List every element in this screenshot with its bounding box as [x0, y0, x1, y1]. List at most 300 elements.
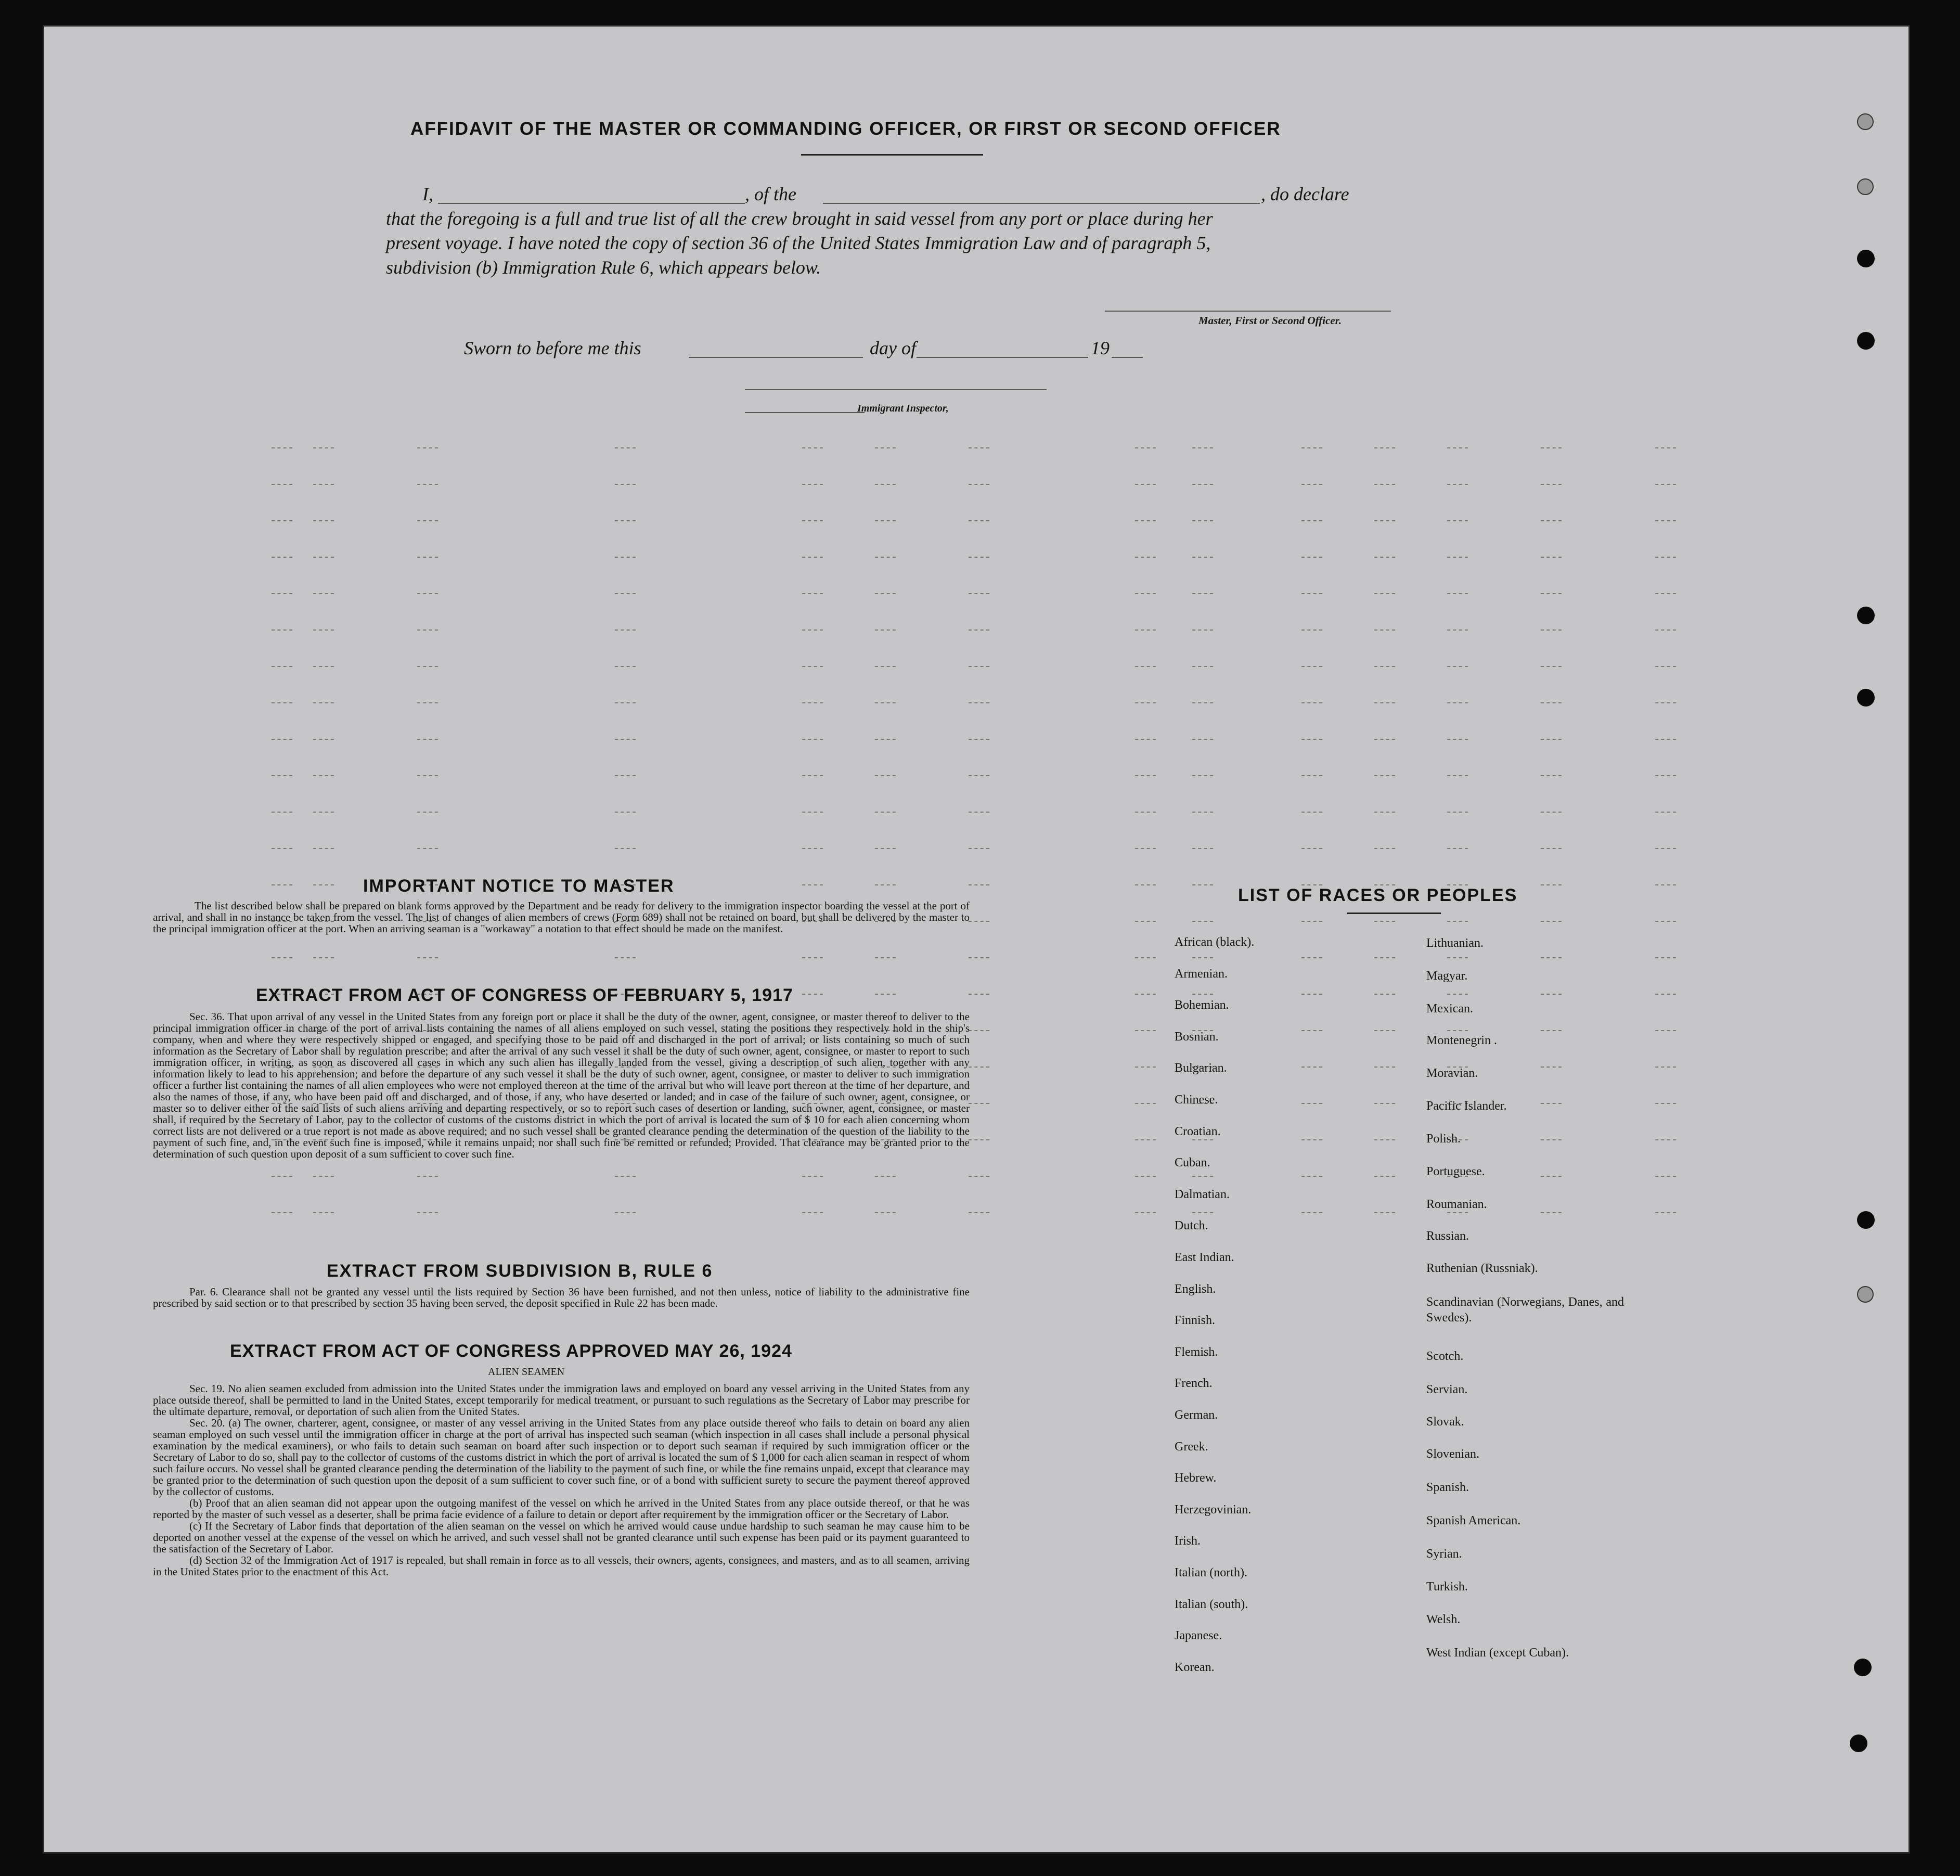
sworn-row	[464, 336, 1244, 362]
dash-mark	[417, 1176, 438, 1177]
dash-mark	[313, 884, 334, 885]
dash-mark	[1301, 666, 1322, 667]
dash-mark	[1541, 593, 1562, 594]
notice-title: IMPORTANT NOTICE TO MASTER	[363, 876, 675, 896]
dash-mark	[1655, 1139, 1676, 1140]
dash-mark	[1135, 1067, 1156, 1068]
dash-mark	[875, 812, 896, 813]
dash-mark	[875, 884, 896, 885]
dash-mark	[272, 520, 292, 521]
dash-mark	[272, 775, 292, 776]
dashed-row	[43, 593, 1499, 598]
year-field[interactable]	[1112, 357, 1143, 358]
race-item: Japanese.	[1175, 1629, 1222, 1643]
extract-1917-title: EXTRACT FROM ACT OF CONGRESS OF FEBRUARY 5, 1917	[256, 985, 793, 1005]
dashed-row	[43, 1176, 1499, 1181]
dash-mark	[615, 666, 636, 667]
dash-mark	[875, 666, 896, 667]
dash-mark	[417, 593, 438, 594]
dash-mark	[1374, 593, 1395, 594]
dash-mark	[1447, 739, 1468, 740]
dash-mark	[313, 1176, 334, 1177]
sec-20a-text: Sec. 20. (a) The owner, charterer, agent, consignee, or master of any vessel arriving in the United States from any place outside thereof who fails to detain on board any alien seaman employed on such vessel until the immigration officer in charge at the port of arrival has inspected such seaman (which inspection in all cases shall include a personal physical examination by the medical examiners), or who fails to detain such seaman on board after such inspection or to deport such seaman if required by such immigration officer or the Secretary of Labor to do so, shall pay to the collector of customs of the customs district in which the port of arrival is located the sum of $ 1,000 for each alien seaman in respect of whom such failure occurs. No vessel shall be granted clearance pending the determination of the liability to the payment of such fine, or while the fine remains unpaid, except that clearance may be granted prior to the determination of such question upon the deposit of a sum sufficient to cover such fine, or of a bond with sufficient surety to secure the payment thereof approved by the collector of customs.	[153, 1417, 970, 1498]
dash-mark	[417, 666, 438, 667]
race-item: German.	[1175, 1408, 1218, 1422]
dash-mark	[1301, 1139, 1322, 1140]
dash-mark	[1301, 520, 1322, 521]
dash-mark	[417, 1212, 438, 1213]
dash-mark	[875, 447, 896, 448]
dash-mark	[1374, 447, 1395, 448]
dash-mark	[969, 921, 989, 922]
dash-mark	[1135, 1139, 1156, 1140]
dash-mark	[969, 848, 989, 849]
dash-mark	[1655, 484, 1676, 485]
dash-mark	[969, 1030, 989, 1031]
affidavit-body	[386, 182, 1390, 280]
dash-mark	[1655, 1103, 1676, 1104]
dashed-row	[43, 629, 1499, 635]
dash-mark	[615, 702, 636, 703]
dash-mark	[417, 739, 438, 740]
dash-mark	[969, 884, 989, 885]
dash-mark	[1655, 666, 1676, 667]
dash-mark	[417, 520, 438, 521]
name-field[interactable]	[438, 203, 745, 204]
dash-mark	[802, 1212, 823, 1213]
binder-hole	[1857, 250, 1875, 267]
dash-mark	[1541, 994, 1562, 995]
dash-mark	[1135, 702, 1156, 703]
dash-mark	[875, 484, 896, 485]
dash-mark	[1192, 848, 1213, 849]
dash-mark	[969, 629, 989, 631]
dash-mark	[1541, 1030, 1562, 1031]
dash-mark	[1192, 629, 1213, 631]
dash-mark	[802, 520, 823, 521]
dash-mark	[272, 1212, 292, 1213]
dash-mark	[615, 957, 636, 958]
dash-mark	[1541, 884, 1562, 885]
dash-mark	[875, 957, 896, 958]
dash-mark	[1135, 557, 1156, 558]
race-item: Armenian.	[1175, 967, 1228, 981]
dash-mark	[1655, 702, 1676, 703]
dash-mark	[1374, 484, 1395, 485]
extract-1924-body	[153, 1383, 970, 1577]
dash-mark	[1374, 812, 1395, 813]
dash-mark	[802, 557, 823, 558]
race-item: Italian (north).	[1175, 1566, 1247, 1579]
dash-mark	[1655, 884, 1676, 885]
dash-mark	[1541, 629, 1562, 631]
race-item: Bosnian.	[1175, 1030, 1219, 1044]
race-item: Syrian.	[1426, 1547, 1462, 1561]
title-underline	[801, 154, 983, 156]
sec-19-text: Sec. 19. No alien seamen excluded from admission into the United States under the immigration laws and employed on board any vessel arriving in the United States from any place outside thereof, shall be permitted to land in the United States, except temporarily for medical treatment, or pursuant to such regulations as the Secretary of Labor may prescribe for the ultimate departure, removal, or deportation of such alien from the United States.	[153, 1382, 970, 1418]
race-item: Ruthenian (Russniak).	[1426, 1262, 1538, 1275]
dash-mark	[1447, 520, 1468, 521]
dash-mark	[313, 484, 334, 485]
race-item: Turkish.	[1426, 1580, 1468, 1594]
dash-mark	[1135, 1176, 1156, 1177]
dash-mark	[1655, 848, 1676, 849]
dash-mark	[1301, 1103, 1322, 1104]
dash-mark	[1192, 1139, 1213, 1140]
dash-mark	[1301, 629, 1322, 631]
race-item: Greek.	[1175, 1440, 1208, 1454]
race-item: Servian.	[1426, 1383, 1468, 1396]
dash-mark	[1135, 994, 1156, 995]
dash-mark	[1541, 957, 1562, 958]
dash-mark	[1135, 593, 1156, 594]
dash-mark	[272, 1176, 292, 1177]
dash-mark	[1655, 957, 1676, 958]
dash-mark	[802, 593, 823, 594]
dash-mark	[1135, 666, 1156, 667]
dash-mark	[1135, 957, 1156, 958]
binder-hole	[1854, 1659, 1872, 1676]
dash-mark	[1447, 557, 1468, 558]
dash-mark	[1374, 702, 1395, 703]
race-item: French.	[1175, 1377, 1213, 1391]
race-item: Italian (south).	[1175, 1597, 1248, 1611]
dash-mark	[272, 812, 292, 813]
binder-hole	[1857, 1286, 1874, 1303]
dash-mark	[313, 812, 334, 813]
dash-mark	[1374, 1103, 1395, 1104]
inspector-signature-line-1[interactable]	[745, 389, 1047, 390]
race-item: Slovenian.	[1426, 1447, 1479, 1461]
dash-mark	[313, 739, 334, 740]
dash-mark	[1447, 812, 1468, 813]
dash-mark	[875, 593, 896, 594]
dashed-row	[43, 812, 1499, 817]
dash-mark	[615, 447, 636, 448]
race-item: Bohemian.	[1175, 998, 1229, 1012]
dash-mark	[1541, 557, 1562, 558]
dash-mark	[1447, 775, 1468, 776]
races-title: LIST OF RACES OR PEOPLES	[1238, 885, 1518, 905]
dash-mark	[802, 447, 823, 448]
dash-mark	[1541, 666, 1562, 667]
dash-mark	[1192, 957, 1213, 958]
dash-mark	[969, 1139, 989, 1140]
dash-mark	[272, 593, 292, 594]
dash-mark	[1135, 1212, 1156, 1213]
dash-mark	[1541, 702, 1562, 703]
race-item: Mexican.	[1426, 1002, 1473, 1016]
dash-mark	[1374, 921, 1395, 922]
dashed-row	[43, 775, 1499, 780]
dash-mark	[417, 848, 438, 849]
dash-mark	[1447, 702, 1468, 703]
binder-hole	[1857, 1211, 1875, 1229]
dash-mark	[969, 484, 989, 485]
dash-mark	[1655, 994, 1676, 995]
master-signature-line[interactable]	[1105, 311, 1391, 312]
dash-mark	[1135, 884, 1156, 885]
dash-mark	[969, 666, 989, 667]
dash-mark	[313, 848, 334, 849]
sec-20d-text: (d) Section 32 of the Immigration Act of 1917 is repealed, but shall remain in force as to all vessels, their owners, agents, consignees, and masters, and as to all seamen, arriving in the United States prior to the enactment of this Act.	[153, 1554, 970, 1578]
dash-mark	[969, 775, 989, 776]
dash-mark	[1301, 1067, 1322, 1068]
race-item: Dutch.	[1175, 1219, 1208, 1233]
dash-mark	[1541, 1176, 1562, 1177]
dash-mark	[1541, 1067, 1562, 1068]
race-item: Chinese.	[1175, 1093, 1218, 1107]
dash-mark	[1135, 447, 1156, 448]
dash-mark	[969, 812, 989, 813]
race-item: English.	[1175, 1282, 1216, 1296]
dash-mark	[1192, 593, 1213, 594]
dash-mark	[1301, 994, 1322, 995]
dash-mark	[1301, 775, 1322, 776]
subdivision-b-title: EXTRACT FROM SUBDIVISION B, RULE 6	[327, 1261, 713, 1281]
dash-mark	[615, 1176, 636, 1177]
dash-mark	[1655, 1212, 1676, 1213]
dash-mark	[615, 484, 636, 485]
affidavit-declare: , do declare	[1261, 184, 1349, 204]
dash-mark	[875, 848, 896, 849]
dash-mark	[1541, 921, 1562, 922]
subdivision-b-text: Par. 6. Clearance shall not be granted any vessel until the lists required by Section 36 have been furnished, and not then unless, notice of liability to the administrative fine prescribed by said section or to that prescribed by section 35 having been served, the deposit specified in Rule 22 has been made.	[153, 1286, 970, 1309]
dash-mark	[1301, 957, 1322, 958]
race-item: Montenegrin .	[1426, 1034, 1497, 1047]
dash-mark	[1541, 848, 1562, 849]
dash-mark	[875, 994, 896, 995]
race-item: Hebrew.	[1175, 1471, 1217, 1485]
dash-mark	[1655, 557, 1676, 558]
dash-mark	[1301, 447, 1322, 448]
dash-mark	[1447, 666, 1468, 667]
race-item: Slovak.	[1426, 1415, 1464, 1429]
binder-hole	[1857, 689, 1875, 706]
dash-mark	[417, 957, 438, 958]
dash-mark	[1301, 739, 1322, 740]
dash-mark	[1374, 994, 1395, 995]
affidavit-line4: subdivision (b) Immigration Rule 6, which appears below.	[386, 257, 821, 278]
dash-mark	[1655, 921, 1676, 922]
dash-mark	[1135, 775, 1156, 776]
binder-hole	[1850, 1734, 1867, 1752]
dash-mark	[1192, 1212, 1213, 1213]
dash-mark	[1192, 557, 1213, 558]
sworn-day-field[interactable]	[689, 357, 863, 358]
dash-mark	[272, 848, 292, 849]
dash-mark	[969, 593, 989, 594]
dash-mark	[802, 812, 823, 813]
dash-mark	[1374, 739, 1395, 740]
race-item: Bulgarian.	[1175, 1061, 1227, 1075]
dash-mark	[969, 994, 989, 995]
dash-mark	[1192, 447, 1213, 448]
dash-mark	[1301, 593, 1322, 594]
dash-mark	[969, 447, 989, 448]
year-label: 19	[1091, 338, 1110, 358]
affidavit-i: I,	[422, 184, 433, 204]
dash-mark	[313, 666, 334, 667]
dash-mark	[1301, 812, 1322, 813]
dash-mark	[802, 666, 823, 667]
dash-mark	[1374, 775, 1395, 776]
race-item: Portuguese.	[1426, 1165, 1485, 1178]
dash-mark	[1374, 1067, 1395, 1068]
sec-20b-text: (b) Proof that an alien seaman did not appear upon the outgoing manifest of the vessel on which he arrived in the United States from any place outside thereof, or that he was reported by the master of such vessel as a deserter, shall be prima facie evidence of a failure to detain or deport after requirement by the immigration officer or the Secretary of Labor.	[153, 1497, 970, 1521]
race-item: Pacific Islander.	[1426, 1099, 1507, 1113]
dash-mark	[802, 484, 823, 485]
dash-mark	[313, 447, 334, 448]
dash-mark	[1447, 994, 1468, 995]
dashed-row	[43, 957, 1499, 962]
dash-mark	[1541, 1139, 1562, 1140]
dash-mark	[1192, 812, 1213, 813]
dash-mark	[1374, 629, 1395, 631]
race-item: Russian.	[1426, 1229, 1469, 1243]
race-item: Welsh.	[1426, 1613, 1461, 1626]
dash-mark	[615, 557, 636, 558]
alien-seamen-subtitle: ALIEN SEAMEN	[488, 1366, 565, 1378]
dash-mark	[1447, 1212, 1468, 1213]
dash-mark	[1192, 702, 1213, 703]
dash-mark	[1192, 775, 1213, 776]
race-item: Lithuanian.	[1426, 936, 1484, 950]
dash-mark	[969, 1103, 989, 1104]
dash-mark	[969, 1212, 989, 1213]
dash-mark	[1192, 1176, 1213, 1177]
dash-mark	[1541, 520, 1562, 521]
race-item: Korean.	[1175, 1660, 1215, 1674]
dash-mark	[417, 557, 438, 558]
extract-1917-text: Sec. 36. That upon arrival of any vessel in the United States from any foreign port or place it shall be the duty of the owner, agent, consignee, or master thereof to deliver to the principal immigration officer in charge of the port of arrival lists containing the names of all aliens employed on such vessel, stating the positions they respectively hold in the ship's company, when and where they were respectively shipped or engaged, and specifying those to be paid off and discharged in the port of arrival; or lists containing so much of such information as the Secretary of Labor shall by regulation prescribe; and after the arrival of any such vessel it shall be the duty of such owner, agent, consignee, or master to report to such immigration officer, in writing, as soon as discovered all cases in which any such alien has illegally landed from the vessel, giving a description of such alien, together with any information likely to lead to his apprehension; and before the departure of any such vessel it shall be the duty of such owner, agent, consignee, or master to deliver to such immigration officer a further list containing the names of all alien employees who were not employed thereon at the time of the arrival but who will leave port thereon at the time of her departure, and also the names of those, if any, who have been paid off and discharged, and of those, if any, who have deserted or landed; and in case of the failure of such owner, agent, consignee, or master so to deliver either of the said lists of such aliens arriving and departing respectively, or so to report such cases of desertion or landing, such owner, agent, consignee, or master shall, if required by the Secretary of Labor, pay to the collector of customs of the customs district in which the port of arrival is located the sum of $ 10 for each alien concerning whom correct lists are not delivered or a true report is not made as above required; and no such vessel shall be granted clearance pending the determination of the question of the liability to the payment of such fine, and, in the event such fine is imposed, while it remains unpaid; nor shall such fine be remitted or refunded; Provided. That clearance may be granted prior to the determination of such question upon deposit of a sum sufficient to cover such fine.	[153, 1010, 970, 1160]
dash-mark	[313, 775, 334, 776]
dash-mark	[802, 629, 823, 631]
dash-mark	[1192, 921, 1213, 922]
dash-mark	[1447, 1030, 1468, 1031]
month-field[interactable]	[917, 357, 1088, 358]
dash-mark	[313, 957, 334, 958]
dash-mark	[969, 702, 989, 703]
dash-mark	[1541, 812, 1562, 813]
dash-mark	[272, 447, 292, 448]
notice-text: The list described below shall be prepared on blank forms approved by the Department and be ready for delivery to the immigration inspector boarding the vessel at the port of arrival, and shall in no instance be taken from the vessel. The list of changes of alien members of crews (Form 689) shall not be retained on board, but shall be delivered by the master to the principal immigration officer at the port. When an arriving seaman is a "workaway" a notation to that effect should be made on the manifest.	[153, 900, 970, 935]
dash-mark	[1655, 520, 1676, 521]
race-item: Herzegovinian.	[1175, 1502, 1252, 1517]
dash-mark	[417, 775, 438, 776]
dash-mark	[1447, 629, 1468, 631]
dash-mark	[1655, 739, 1676, 740]
dash-mark	[272, 739, 292, 740]
dash-mark	[1374, 520, 1395, 521]
dash-mark	[802, 957, 823, 958]
dash-mark	[1541, 1103, 1562, 1104]
dash-mark	[272, 957, 292, 958]
race-item: Roumanian.	[1426, 1198, 1487, 1211]
dash-mark	[313, 557, 334, 558]
dash-mark	[615, 520, 636, 521]
dash-mark	[969, 520, 989, 521]
inspector-signature-line-2[interactable]	[745, 412, 865, 413]
dash-mark	[1301, 1176, 1322, 1177]
affidavit-of-the: , of the	[745, 184, 796, 204]
dash-mark	[1192, 994, 1213, 995]
dash-mark	[417, 629, 438, 631]
affidavit-line2: that the foregoing is a full and true list of all the crew brought in said vessel from any port or place during her	[386, 208, 1213, 229]
dash-mark	[1374, 1212, 1395, 1213]
dash-mark	[1541, 447, 1562, 448]
race-item: Scandinavian (Norwegians, Danes, and Swedes).	[1426, 1295, 1624, 1325]
race-item: Finnish.	[1175, 1314, 1216, 1328]
dash-mark	[313, 593, 334, 594]
dash-mark	[1447, 957, 1468, 958]
dashed-row	[43, 520, 1499, 525]
dashed-row	[43, 484, 1499, 489]
dash-mark	[1135, 739, 1156, 740]
vessel-field[interactable]	[823, 203, 1260, 204]
race-item: Flemish.	[1175, 1345, 1218, 1359]
dash-mark	[802, 994, 823, 995]
dash-mark	[272, 484, 292, 485]
dash-mark	[1374, 957, 1395, 958]
dash-mark	[1135, 1103, 1156, 1104]
dash-mark	[875, 775, 896, 776]
binder-hole	[1857, 607, 1875, 624]
dash-mark	[313, 702, 334, 703]
dash-mark	[1301, 1030, 1322, 1031]
dash-mark	[1135, 484, 1156, 485]
dash-mark	[272, 666, 292, 667]
dash-mark	[875, 739, 896, 740]
dash-mark	[1135, 629, 1156, 631]
dash-mark	[802, 848, 823, 849]
race-item: Cuban.	[1175, 1156, 1210, 1170]
race-item: West Indian (except Cuban).	[1426, 1646, 1569, 1660]
dash-mark	[875, 557, 896, 558]
dash-mark	[1374, 848, 1395, 849]
dash-mark	[1135, 812, 1156, 813]
dash-mark	[272, 884, 292, 885]
binder-hole	[1857, 113, 1874, 130]
binder-hole	[1857, 332, 1875, 350]
race-item: Polish.	[1426, 1132, 1461, 1146]
dash-mark	[313, 1212, 334, 1213]
affidavit-title: AFFIDAVIT OF THE MASTER OR COMMANDING OFFICER, OR FIRST OR SECOND OFFICER	[410, 119, 1281, 139]
dash-mark	[1374, 1139, 1395, 1140]
dash-mark	[1301, 557, 1322, 558]
race-item: Magyar.	[1426, 969, 1468, 983]
dash-mark	[1135, 520, 1156, 521]
dash-mark	[1447, 447, 1468, 448]
dash-mark	[1447, 484, 1468, 485]
binder-hole	[1857, 178, 1874, 195]
dashed-row	[43, 848, 1499, 853]
dash-mark	[1374, 1030, 1395, 1031]
dash-mark	[1192, 739, 1213, 740]
dashed-row	[43, 666, 1499, 671]
extract-1924-title: EXTRACT FROM ACT OF CONGRESS APPROVED MAY 26, 1924	[230, 1341, 792, 1361]
dashed-row	[43, 447, 1499, 453]
dash-mark	[875, 520, 896, 521]
dash-mark	[1655, 447, 1676, 448]
dash-mark	[1301, 702, 1322, 703]
dash-mark	[417, 702, 438, 703]
master-label: Master, First or Second Officer.	[1198, 314, 1342, 327]
dash-mark	[1192, 666, 1213, 667]
inspector-label: Immigrant Inspector,	[857, 403, 949, 414]
dash-mark	[1374, 557, 1395, 558]
dash-mark	[1135, 921, 1156, 922]
